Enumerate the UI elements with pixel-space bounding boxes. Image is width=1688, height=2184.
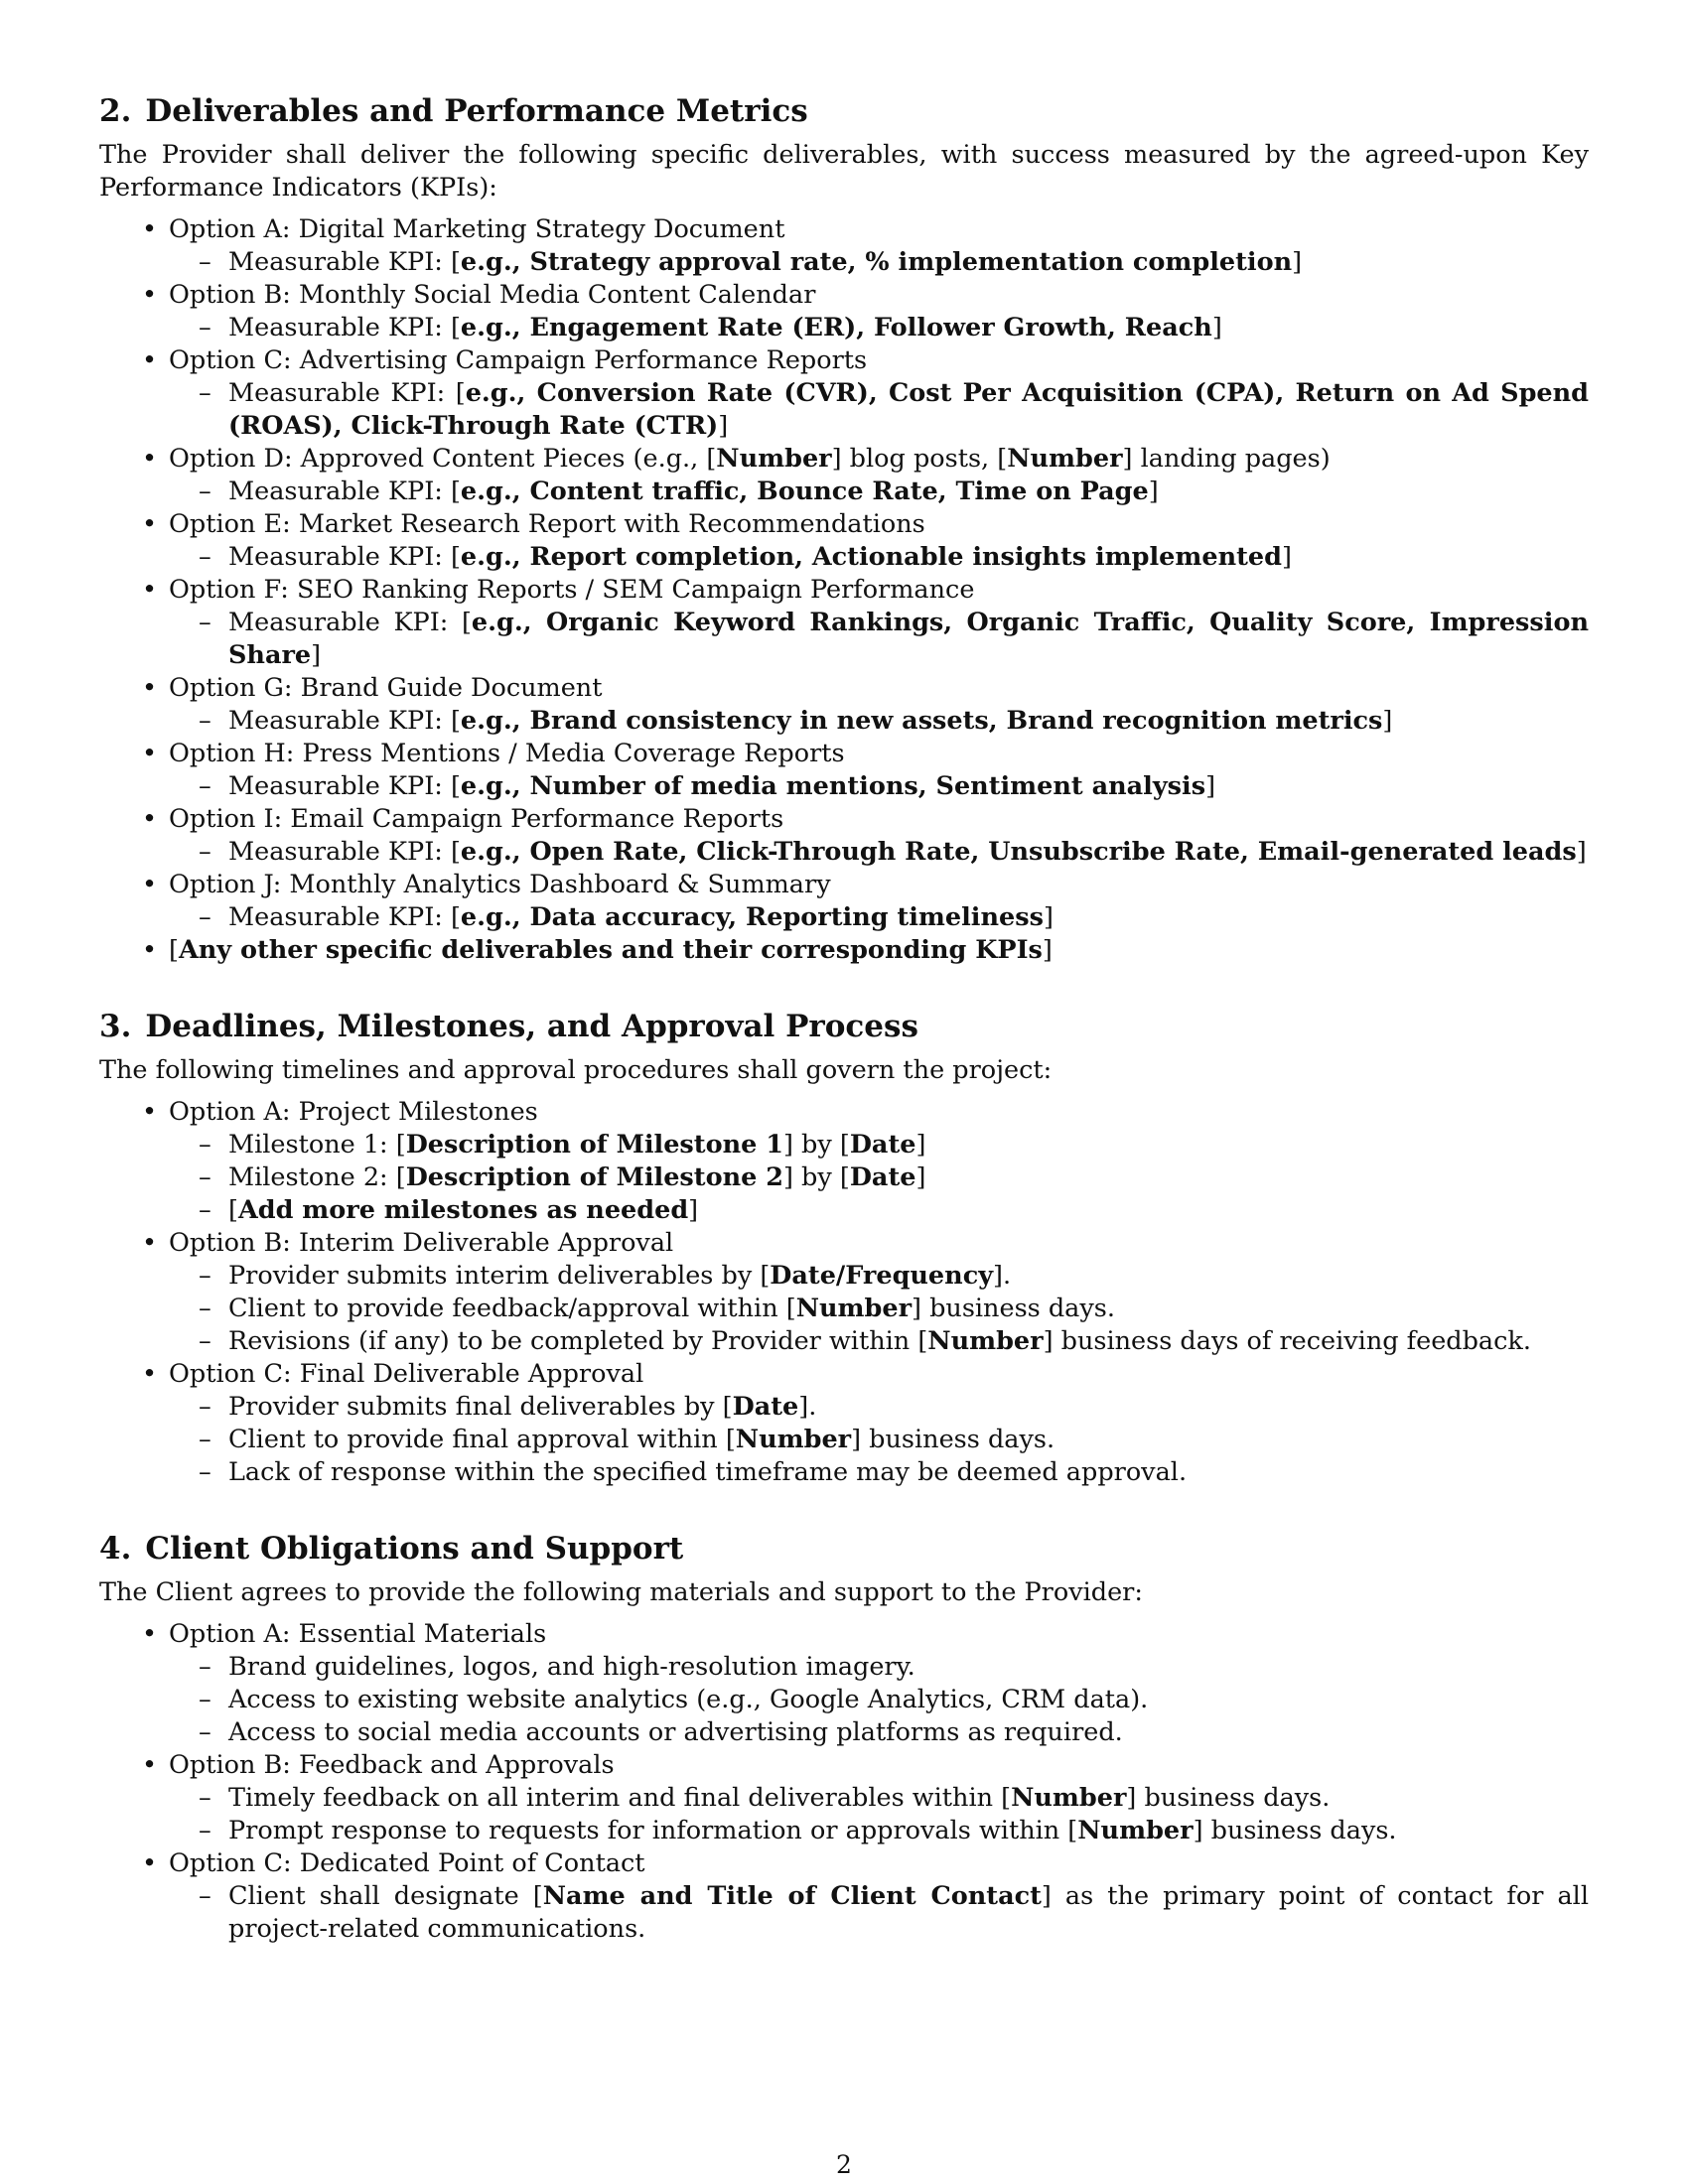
- option-list: [99, 213, 1589, 967]
- dash-icon: –: [199, 1294, 211, 1323]
- option-item: [142, 869, 1589, 934]
- dash-icon: –: [199, 313, 211, 342]
- sub-list: [169, 541, 1589, 574]
- text-segment: ]: [1281, 542, 1292, 572]
- text-segment: ] business days.: [1193, 1816, 1397, 1845]
- sub-item: [199, 1129, 1589, 1161]
- text-segment: [: [169, 935, 179, 965]
- placeholder-field: e.g., Conversion Rate (CVR), Cost Per Acquisition (CPA), Return on Ad Spend (ROAS), Click-Through Rate (CTR): [228, 378, 1589, 441]
- sub-item: [199, 1194, 1589, 1227]
- sub-list: [169, 1880, 1589, 1946]
- dash-icon: –: [199, 1652, 211, 1682]
- text-segment: Prompt response to requests for information or approvals within [: [228, 1816, 1078, 1845]
- text-segment: ] as the primary point of contact for all project-related communications.: [228, 1881, 1589, 1944]
- option-item: [142, 934, 1589, 967]
- dash-icon: –: [199, 1326, 211, 1356]
- option-item: [142, 672, 1589, 738]
- sub-item: [199, 1293, 1589, 1325]
- sub-item: [199, 901, 1589, 934]
- section-4: [99, 1529, 1589, 1946]
- placeholder-field: e.g., Data accuracy, Reporting timeliness: [460, 902, 1044, 932]
- placeholder-field: Date: [849, 1130, 916, 1160]
- text-segment: Milestone 2: [: [228, 1162, 406, 1192]
- sub-item: [199, 541, 1589, 574]
- sub-list: [169, 312, 1589, 344]
- option-item: [142, 279, 1589, 344]
- text-segment: [: [228, 1195, 238, 1225]
- text-segment: Measurable KPI:: [228, 378, 456, 408]
- placeholder-field: Date: [849, 1162, 916, 1192]
- sub-list: [169, 607, 1589, 672]
- text-segment: Measurable KPI:: [228, 542, 451, 572]
- text-segment: Measurable KPI:: [228, 902, 451, 932]
- sub-item: [199, 1815, 1589, 1847]
- option-item: [142, 1358, 1589, 1489]
- sub-list: [169, 705, 1589, 738]
- placeholder-field: e.g., Brand consistency in new assets, Brand recognition metrics: [460, 706, 1383, 736]
- text-segment: Access to social media accounts or advertising platforms as required.: [228, 1717, 1123, 1747]
- option-item: [142, 344, 1589, 443]
- placeholder-field: e.g., Number of media mentions, Sentiment analysis: [460, 771, 1206, 801]
- text-segment: ]: [915, 1162, 926, 1192]
- dash-icon: –: [199, 608, 211, 637]
- text-segment: ]: [1211, 313, 1222, 342]
- option-label: Option A: Project Milestones: [169, 1097, 538, 1127]
- option-item: [142, 443, 1589, 508]
- sub-item: [199, 312, 1589, 344]
- option-label: Option J: Monthly Analytics Dashboard & Summary: [169, 870, 831, 899]
- text-segment: ]: [1382, 706, 1393, 736]
- sub-item: [199, 1716, 1589, 1749]
- option-label: Option E: Market Research Report with Recommendations: [169, 509, 925, 539]
- text-segment: [: [461, 608, 472, 637]
- text-segment: ] blog posts, [: [831, 444, 1008, 474]
- bullet-icon: •: [142, 214, 158, 244]
- bullet-icon: •: [142, 935, 158, 965]
- bullet-icon: •: [142, 1750, 158, 1780]
- placeholder-field: e.g., Organic Keyword Rankings, Organic Traffic, Quality Score, Impression Share: [228, 608, 1589, 670]
- text-segment: Provider submits interim deliverables by [: [228, 1261, 771, 1291]
- dash-icon: –: [199, 1816, 211, 1845]
- sub-item: [199, 1161, 1589, 1194]
- text-segment: ]: [1148, 477, 1159, 506]
- option-item: [142, 803, 1589, 869]
- option-item: [142, 1749, 1589, 1847]
- text-segment: ]: [1043, 902, 1054, 932]
- sub-item: [199, 1880, 1589, 1946]
- text-segment: ] business days.: [1126, 1783, 1331, 1813]
- option-label: Option A: Digital Marketing Strategy Document: [169, 214, 785, 244]
- sub-item: [199, 1651, 1589, 1684]
- dash-icon: –: [199, 1130, 211, 1160]
- option-label: Option B: Interim Deliverable Approval: [169, 1228, 674, 1258]
- text-segment: ]: [1042, 935, 1053, 965]
- option-item: [142, 508, 1589, 574]
- sub-item: [199, 607, 1589, 672]
- sub-list: [169, 1651, 1589, 1749]
- option-list: [99, 1096, 1589, 1489]
- placeholder-field: Any other specific deliverables and their corresponding KPIs: [178, 935, 1043, 965]
- sub-item: [199, 1456, 1589, 1489]
- placeholder-field: Number: [716, 444, 832, 474]
- text-segment: Measurable KPI:: [228, 706, 451, 736]
- text-segment: ]: [1205, 771, 1216, 801]
- placeholder-field: e.g., Engagement Rate (ER), Follower Growth, Reach: [460, 313, 1212, 342]
- dash-icon: –: [199, 378, 211, 408]
- text-segment: Revisions (if any) to be completed by Provider within [: [228, 1326, 928, 1356]
- sub-item: [199, 377, 1589, 443]
- text-segment: [: [450, 837, 461, 867]
- dash-icon: –: [199, 542, 211, 572]
- text-segment: ] by [: [782, 1162, 850, 1192]
- text-segment: [: [450, 247, 461, 277]
- text-segment: Milestone 1: [: [228, 1130, 406, 1160]
- document-page: [99, 91, 1589, 1985]
- text-segment: Measurable KPI:: [228, 837, 451, 867]
- option-item: [142, 738, 1589, 803]
- bullet-icon: •: [142, 739, 158, 768]
- sub-item: [199, 476, 1589, 508]
- option-label: [169, 935, 1053, 965]
- text-segment: Option D: Approved Content Pieces (e.g., [: [169, 444, 717, 474]
- text-segment: [: [450, 771, 461, 801]
- bullet-icon: •: [142, 804, 158, 834]
- placeholder-field: e.g., Content traffic, Bounce Rate, Time on Page: [460, 477, 1149, 506]
- text-segment: ]: [688, 1195, 699, 1225]
- dash-icon: –: [199, 1162, 211, 1192]
- option-item: [142, 1227, 1589, 1358]
- text-segment: Measurable KPI:: [228, 771, 451, 801]
- text-segment: Measurable KPI:: [228, 477, 451, 506]
- text-segment: ]: [718, 411, 729, 441]
- option-label: Option B: Monthly Social Media Content Calendar: [169, 280, 816, 310]
- page-number: 2: [836, 2150, 852, 2179]
- text-segment: ] business days.: [912, 1294, 1115, 1323]
- section-intro: The following timelines and approval procedures shall govern the project:: [99, 1055, 1053, 1085]
- placeholder-field: Add more milestones as needed: [237, 1195, 689, 1225]
- text-segment: Client shall designate [: [228, 1881, 543, 1911]
- placeholder-field: e.g., Report completion, Actionable insights implemented: [460, 542, 1282, 572]
- sub-item: [199, 836, 1589, 869]
- sub-item: [199, 1391, 1589, 1424]
- bullet-icon: •: [142, 345, 158, 375]
- option-label: Option H: Press Mentions / Media Coverage Reports: [169, 739, 845, 768]
- dash-icon: –: [199, 1195, 211, 1225]
- option-item: [142, 1847, 1589, 1946]
- dash-icon: –: [199, 1392, 211, 1422]
- dash-icon: –: [199, 1783, 211, 1813]
- placeholder-field: Date/Frequency: [770, 1261, 994, 1291]
- option-label: [169, 444, 1331, 474]
- bullet-icon: •: [142, 575, 158, 605]
- placeholder-field: Name and Title of Client Contact: [542, 1881, 1042, 1911]
- placeholder-field: Description of Milestone 2: [405, 1162, 783, 1192]
- dash-icon: –: [199, 771, 211, 801]
- option-label: Option C: Dedicated Point of Contact: [169, 1848, 645, 1878]
- sub-item: [199, 1325, 1589, 1358]
- bullet-icon: •: [142, 509, 158, 539]
- placeholder-field: Description of Milestone 1: [405, 1130, 783, 1160]
- text-segment: Provider submits final deliverables by [: [228, 1392, 733, 1422]
- text-segment: ]: [311, 640, 322, 670]
- section-intro: The Provider shall deliver the following specific deliverables, with success measured by the agreed-upon Key Performance Indicators (KPIs):: [99, 140, 1589, 203]
- section-heading: [99, 1007, 1589, 1046]
- placeholder-field: Number: [927, 1326, 1044, 1356]
- dash-icon: –: [199, 837, 211, 867]
- dash-icon: –: [199, 1425, 211, 1454]
- text-segment: ] business days.: [851, 1425, 1055, 1454]
- bullet-icon: •: [142, 870, 158, 899]
- text-segment: [: [450, 902, 461, 932]
- dash-icon: –: [199, 1685, 211, 1714]
- text-segment: Lack of response within the specified timeframe may be deemed approval.: [228, 1457, 1188, 1487]
- text-segment: ].: [798, 1392, 817, 1422]
- section-title: Deadlines, Milestones, and Approval Process: [145, 1009, 918, 1044]
- section-title: Deliverables and Performance Metrics: [145, 93, 808, 129]
- sub-list: [169, 1391, 1589, 1489]
- dash-icon: –: [199, 706, 211, 736]
- dash-icon: –: [199, 902, 211, 932]
- text-segment: Access to existing website analytics (e.g., Google Analytics, CRM data).: [228, 1685, 1149, 1714]
- dash-icon: –: [199, 247, 211, 277]
- option-item: [142, 1618, 1589, 1749]
- dash-icon: –: [199, 1457, 211, 1487]
- dash-icon: –: [199, 1881, 211, 1911]
- section-intro: The Client agrees to provide the following materials and support to the Provider:: [99, 1577, 1143, 1607]
- text-segment: ]: [1292, 247, 1303, 277]
- bullet-icon: •: [142, 673, 158, 703]
- text-segment: Brand guidelines, logos, and high-resolution imagery.: [228, 1652, 915, 1682]
- sub-list: [169, 1129, 1589, 1227]
- sub-item: [199, 1782, 1589, 1815]
- section-number: 4.: [99, 1531, 132, 1567]
- text-segment: ] landing pages): [1122, 444, 1331, 474]
- section-heading: [99, 91, 1589, 131]
- sub-list: [169, 246, 1589, 279]
- text-segment: ]: [1576, 837, 1587, 867]
- section-title: Client Obligations and Support: [145, 1531, 684, 1567]
- option-label: Option G: Brand Guide Document: [169, 673, 603, 703]
- text-segment: ] by [: [782, 1130, 850, 1160]
- text-segment: Measurable KPI:: [228, 313, 451, 342]
- text-segment: Timely feedback on all interim and final deliverables within [: [228, 1783, 1012, 1813]
- dash-icon: –: [199, 1261, 211, 1291]
- option-label: Option I: Email Campaign Performance Reports: [169, 804, 784, 834]
- text-segment: Measurable KPI:: [228, 247, 451, 277]
- sub-item: [199, 1684, 1589, 1716]
- section-3: [99, 1007, 1589, 1489]
- section-2: [99, 91, 1589, 967]
- section-number: 3.: [99, 1009, 132, 1044]
- placeholder-field: Number: [735, 1425, 852, 1454]
- placeholder-field: Number: [1011, 1783, 1127, 1813]
- option-label: Option F: SEO Ranking Reports / SEM Campaign Performance: [169, 575, 975, 605]
- placeholder-field: e.g., Strategy approval rate, % implementation completion: [460, 247, 1293, 277]
- sub-list: [169, 901, 1589, 934]
- option-list: [99, 1618, 1589, 1946]
- dash-icon: –: [199, 477, 211, 506]
- sub-item: [199, 770, 1589, 803]
- sub-item: [199, 246, 1589, 279]
- text-segment: [: [450, 477, 461, 506]
- dash-icon: –: [199, 1717, 211, 1747]
- placeholder-field: Number: [1007, 444, 1123, 474]
- text-segment: ] business days of receiving feedback.: [1043, 1326, 1531, 1356]
- sub-item: [199, 1424, 1589, 1456]
- option-item: [142, 213, 1589, 279]
- text-segment: [: [450, 313, 461, 342]
- sub-list: [169, 1782, 1589, 1847]
- sub-list: [169, 377, 1589, 443]
- bullet-icon: •: [142, 1848, 158, 1878]
- sub-list: [169, 836, 1589, 869]
- sub-list: [169, 476, 1589, 508]
- bullet-icon: •: [142, 1228, 158, 1258]
- bullet-icon: •: [142, 1359, 158, 1389]
- sub-list: [169, 770, 1589, 803]
- section-number: 2.: [99, 93, 132, 129]
- text-segment: Measurable KPI:: [228, 608, 462, 637]
- text-segment: Client to provide final approval within [: [228, 1425, 736, 1454]
- option-label: Option A: Essential Materials: [169, 1619, 547, 1649]
- bullet-icon: •: [142, 1097, 158, 1127]
- bullet-icon: •: [142, 1619, 158, 1649]
- bullet-icon: •: [142, 444, 158, 474]
- placeholder-field: e.g., Open Rate, Click-Through Rate, Unsubscribe Rate, Email-generated leads: [460, 837, 1577, 867]
- placeholder-field: Number: [795, 1294, 913, 1323]
- option-label: Option C: Advertising Campaign Performance Reports: [169, 345, 868, 375]
- placeholder-field: Number: [1077, 1816, 1194, 1845]
- sub-list: [169, 1260, 1589, 1358]
- option-label: Option B: Feedback and Approvals: [169, 1750, 615, 1780]
- option-item: [142, 574, 1589, 672]
- option-label: Option C: Final Deliverable Approval: [169, 1359, 644, 1389]
- bullet-icon: •: [142, 280, 158, 310]
- text-segment: ].: [993, 1261, 1012, 1291]
- option-item: [142, 1096, 1589, 1227]
- text-segment: ]: [915, 1130, 926, 1160]
- sub-item: [199, 1260, 1589, 1293]
- placeholder-field: Date: [732, 1392, 799, 1422]
- section-heading: [99, 1529, 1589, 1569]
- text-segment: [: [450, 706, 461, 736]
- text-segment: Client to provide feedback/approval within [: [228, 1294, 796, 1323]
- text-segment: [: [450, 542, 461, 572]
- text-segment: [: [455, 378, 466, 408]
- sub-item: [199, 705, 1589, 738]
